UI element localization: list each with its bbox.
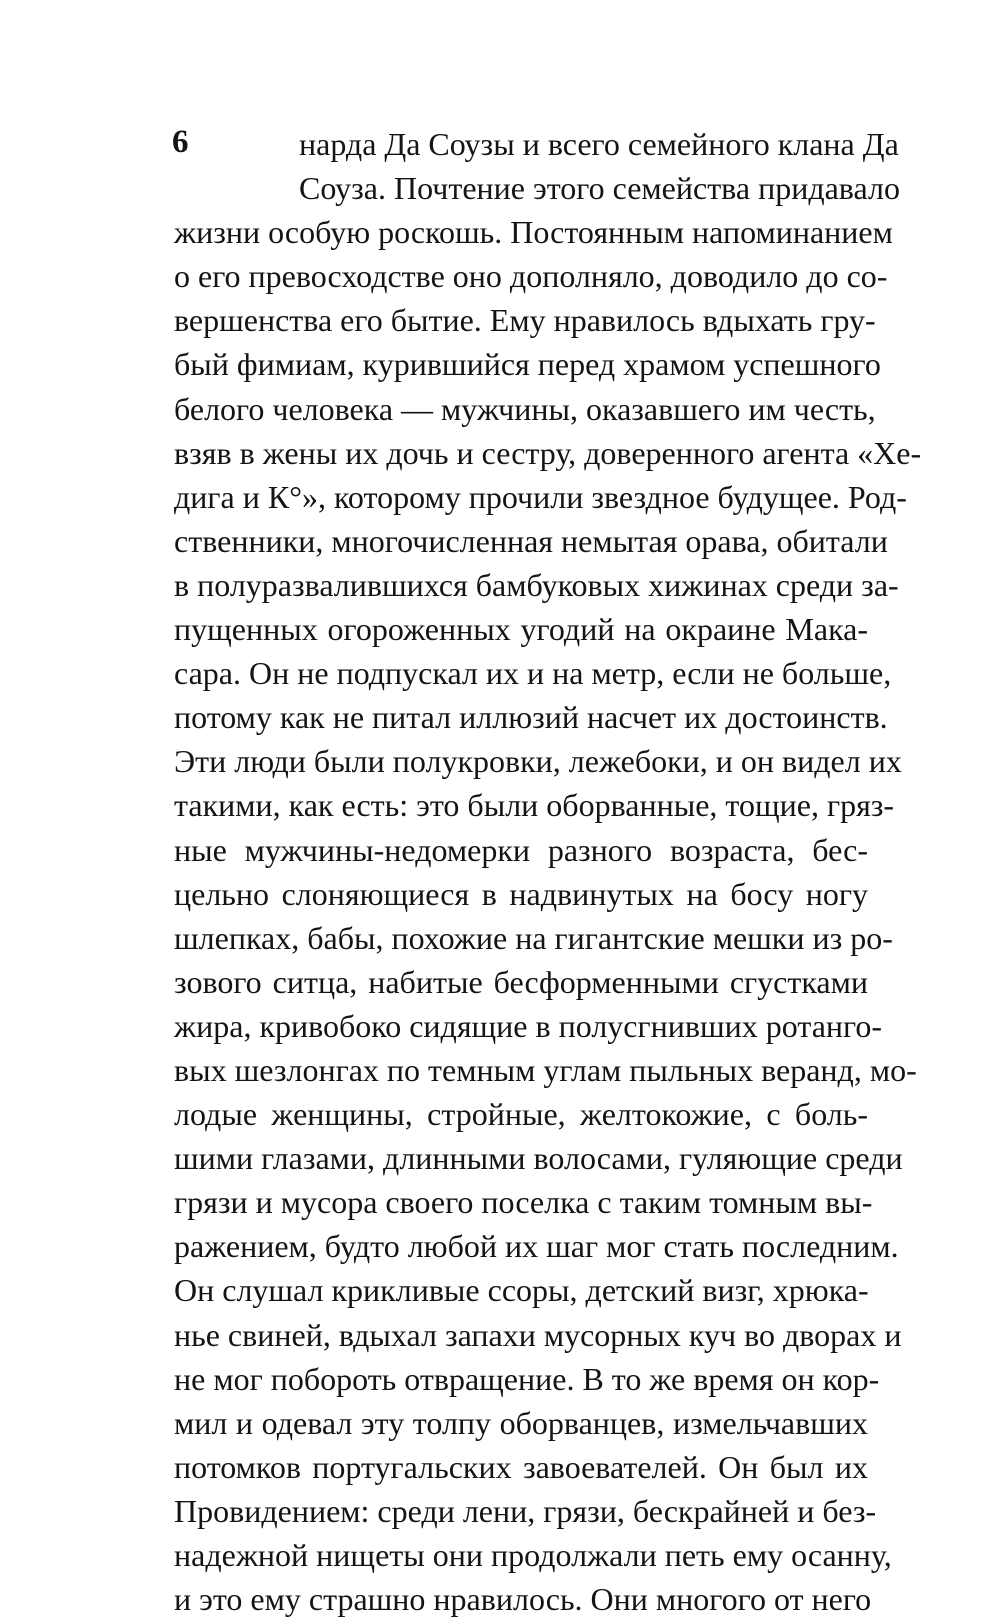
text-line: пущенных огороженных угодий на окраине Мака- xyxy=(174,611,868,648)
page-number: 6 xyxy=(172,124,189,160)
text-line: потому как не питал иллюзий насчет их достоинств. xyxy=(174,699,888,736)
text-line: ственники, многочисленная немытая орава, обитали xyxy=(174,522,888,559)
text-line: нье свиней, вдыхал запахи мусорных куч во дворах и xyxy=(174,1316,902,1353)
text-line: взяв в жены их дочь и сестру, доверенного агента «Хе- xyxy=(174,434,922,471)
text-line: жира, кривобоко сидящие в полусгнивших ротанго- xyxy=(174,1007,882,1044)
text-line: цельно слоняющиеся в надвинутых на босу ногу xyxy=(174,875,868,912)
text-line: дига и К°», которому прочили звездное будущее. Род- xyxy=(174,478,907,515)
text-line: ные мужчины-недомерки разного возраста, бес- xyxy=(174,831,868,868)
text-line: надежной нищеты они продолжали петь ему осанну, xyxy=(174,1537,892,1573)
text-line: Эти люди были полукровки, лежебоки, и он видел их xyxy=(174,743,902,780)
text-line: такими, как есть: это были оборванные, тощие, гряз- xyxy=(174,787,895,824)
text-line: шлепках, бабы, похожие на гигантские мешки из ро- xyxy=(174,919,893,956)
text-line: вершенства его бытие. Ему нравилось вдыхать гру- xyxy=(174,302,876,339)
text-line: вых шезлонгах по темным углам пыльных веранд, мо- xyxy=(174,1051,917,1088)
text-line: Провидением: среди лени, грязи, бескрайней и без- xyxy=(174,1492,877,1529)
text-line: мил и одевал эту толпу оборванцев, измельчавших xyxy=(174,1404,868,1441)
text-line: зового ситца, набитые бесформенными сгустками xyxy=(174,963,868,1000)
text-line: нарда Да Соузы и всего семейного клана Да xyxy=(299,126,899,162)
text-line: потомков португальских завоевателей. Он был их xyxy=(174,1448,868,1485)
text-line: сара. Он не подпускал их и на метр, если не больше, xyxy=(174,655,892,692)
text-line: в полуразвалившихся бамбуковых хижинах среди за- xyxy=(174,566,899,603)
text-line: Соуза. Почтение этого семейства придавало xyxy=(299,170,900,207)
text-line: бый фимиам, курившийся перед храмом успешного xyxy=(174,346,881,383)
text-line: ражением, будто любой их шаг мог стать последним. xyxy=(174,1228,899,1265)
text-line: лодые женщины, стройные, желтокожие, с боль- xyxy=(174,1096,868,1133)
text-line: о его превосходстве оно дополняло, доводило до со- xyxy=(174,258,888,295)
text-line: жизни особую роскошь. Постоянным напоминанием xyxy=(174,214,893,251)
text-line: не мог побороть отвращение. В то же время он кор- xyxy=(174,1360,880,1397)
body-text xyxy=(174,122,922,1621)
text-line: белого человека — мужчины, оказавшего им честь, xyxy=(174,390,876,427)
text-line: и это ему страшно нравилось. Они многого от него xyxy=(174,1581,872,1618)
text-line: шими глазами, длинными волосами, гуляющие среди xyxy=(174,1140,903,1177)
text-line: грязи и мусора своего поселка с таким томным вы- xyxy=(174,1184,873,1221)
text-line: Он слушал крикливые ссоры, детский визг, хрюка- xyxy=(174,1272,869,1309)
